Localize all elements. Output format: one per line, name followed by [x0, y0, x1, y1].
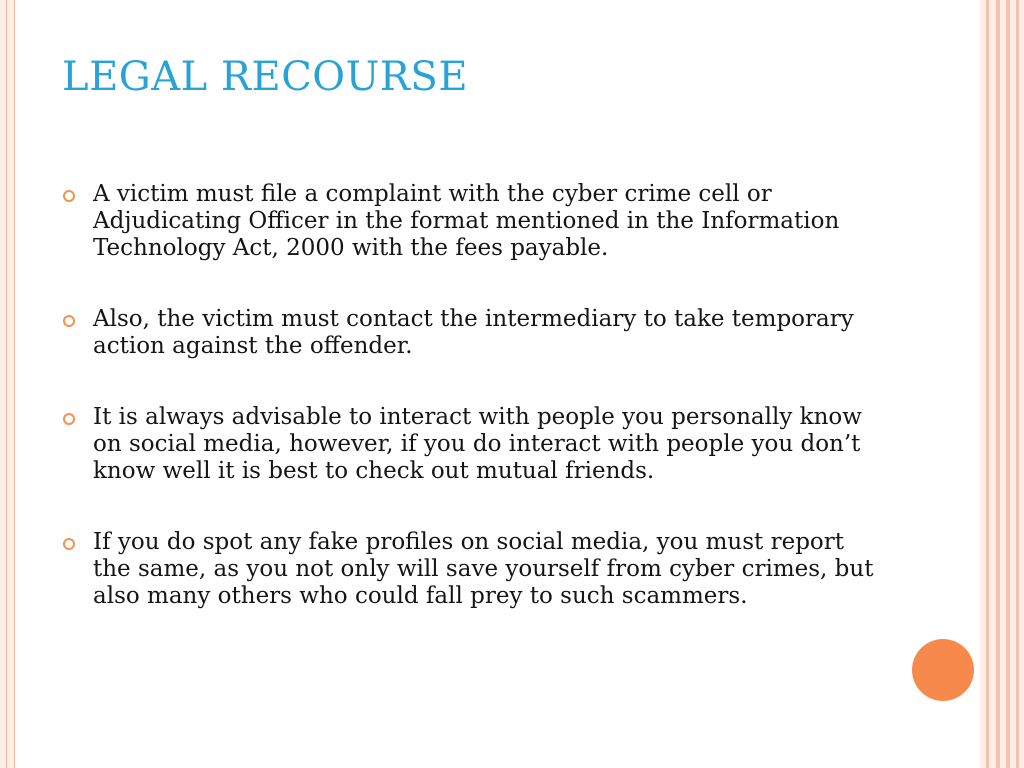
- bullet-text: If you do spot any fake profiles on social media, you must report the same, as you not only will save yourself from cyber crimes, but also many others who could fall prey to such scammers.: [93, 529, 874, 609]
- bullet-item: [62, 529, 882, 610]
- bullet-item: [62, 181, 882, 262]
- bullet-circle-icon: [63, 190, 75, 202]
- right-border-stripe: [996, 0, 1000, 768]
- bullet-text: A victim must file a complaint with the cyber crime cell or Adjudicating Officer in the format mentioned in the Information Technology Act, 2000 with the fees payable.: [93, 181, 840, 261]
- bullet-item: [62, 404, 882, 485]
- left-border-line: [6, 0, 7, 768]
- slide-title: LEGAL RECOURSE: [62, 54, 469, 100]
- right-border-stripe: [986, 0, 989, 768]
- bullet-text: It is always advisable to interact with people you personally know on social media, however, if you do interact with people you don’t know well it is best to check out mutual friends.: [93, 404, 862, 484]
- bullet-circle-icon: [63, 413, 75, 425]
- right-border-stripe: [1016, 0, 1019, 768]
- bullet-item: [62, 306, 882, 360]
- right-border-stripe: [1006, 0, 1010, 768]
- bullet-circle-icon: [63, 315, 75, 327]
- right-border-decoration: [980, 0, 1024, 768]
- bullet-list: [62, 181, 882, 654]
- bullet-circle-icon: [63, 538, 75, 550]
- bullet-text: Also, the victim must contact the intermediary to take temporary action against the offender.: [93, 306, 854, 359]
- decorative-orange-circle: [912, 639, 974, 701]
- left-border-decoration: [0, 0, 15, 768]
